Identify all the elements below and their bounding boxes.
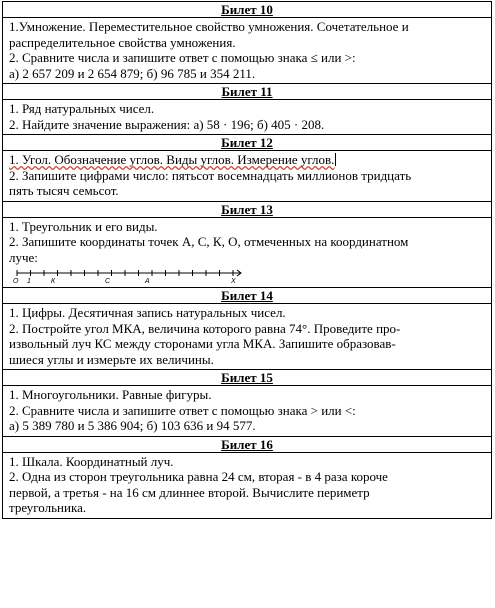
- ticket-line: 1. Угол. Обозначение углов. Виды углов. Измерение углов.: [9, 152, 335, 167]
- ticket-16-body: [3, 452, 492, 518]
- ticket-line: 2. Одна из сторон треугольника равна 24 см, вторая - в 4 раза короче: [9, 469, 388, 484]
- coordinate-ray: [9, 267, 249, 285]
- ticket-15-body: [3, 386, 492, 437]
- point-label-k: К: [51, 278, 56, 285]
- point-label-x: Х: [231, 278, 236, 285]
- ticket-11-body: [3, 100, 492, 135]
- ticket-10-body: [3, 18, 492, 84]
- ticket-13-header: [3, 201, 492, 217]
- ticket-10-header: [3, 2, 492, 18]
- ticket-line: треугольника.: [9, 500, 87, 515]
- point-label-c: С: [105, 278, 111, 285]
- point-label-o: О: [13, 278, 19, 285]
- ticket-line: 1. Шкала. Координатный луч.: [9, 453, 174, 469]
- ticket-line: 2. Запишите цифрами число: пятьсот восемнадцать миллионов тридцать: [9, 167, 412, 183]
- ticket-line: 2. Запишите координаты точек А, С, К, О, отмеченных на координатном: [9, 234, 409, 249]
- ticket-title: Билет 13: [3, 201, 492, 217]
- ticket-line: 2. Найдите значение выражения: а) 58 · 196; б) 405 · 208.: [9, 116, 325, 132]
- tickets-table: [2, 1, 492, 519]
- ticket-line: а) 2 657 209 и 2 654 879; б) 96 785 и 354 211.: [9, 65, 256, 81]
- text-cursor: [335, 153, 336, 166]
- ticket-title: Билет 11: [3, 84, 492, 100]
- ticket-line: 1. Цифры. Десятичная запись натуральных чисел.: [9, 305, 286, 320]
- ticket-line: 1. Треугольник и его виды.: [9, 218, 158, 234]
- ticket-title: Билет 14: [3, 288, 492, 304]
- ticket-line: 1.Умножение. Переместительное свойство умножения. Сочетательное и: [9, 19, 409, 34]
- ticket-line: первой, а третья - на 16 см длиннее второй. Вычислите периметр: [9, 484, 370, 500]
- ticket-title: Билет 12: [3, 135, 492, 151]
- ticket-line: 2. Сравните числа и запишите ответ с помощью знака > или <:: [9, 402, 356, 418]
- ticket-14-body: [3, 304, 492, 370]
- ticket-line: а) 5 389 780 и 5 386 904; б) 103 636 и 94 577.: [9, 418, 256, 433]
- ticket-title: Билет 15: [3, 370, 492, 386]
- ticket-14-header: [3, 288, 492, 304]
- ticket-line: 1. Ряд натуральных чисел.: [9, 101, 155, 116]
- ticket-line: 2. Сравните числа и запишите ответ с помощью знака ≤ или >:: [9, 50, 356, 65]
- ticket-title: Билет 16: [3, 436, 492, 452]
- ticket-line: шиеся углы и измерьте их величины.: [9, 351, 214, 367]
- ticket-12-body: [3, 151, 492, 202]
- ticket-line: 2. Постройте угол МКА, величина которого равна 74°. Проведите про-: [9, 320, 401, 336]
- ticket-11-header: [3, 84, 492, 100]
- ticket-15-header: [3, 370, 492, 386]
- ticket-13-body: [3, 217, 492, 288]
- ticket-16-header: [3, 436, 492, 452]
- ticket-line: извольный луч КС между сторонами угла МКА. Запишите образовав-: [9, 336, 396, 351]
- ticket-line: 1. Многоугольники. Равные фигуры.: [9, 387, 212, 402]
- ticket-12-header: [3, 135, 492, 151]
- ticket-title: Билет 10: [3, 2, 492, 18]
- ticket-line: пять тысяч семьсот.: [9, 183, 119, 198]
- point-label-a: А: [145, 278, 150, 285]
- ticket-line: луче:: [9, 249, 38, 265]
- point-label-1: 1: [27, 278, 31, 285]
- ticket-line: распределительное свойства умножения.: [9, 34, 236, 50]
